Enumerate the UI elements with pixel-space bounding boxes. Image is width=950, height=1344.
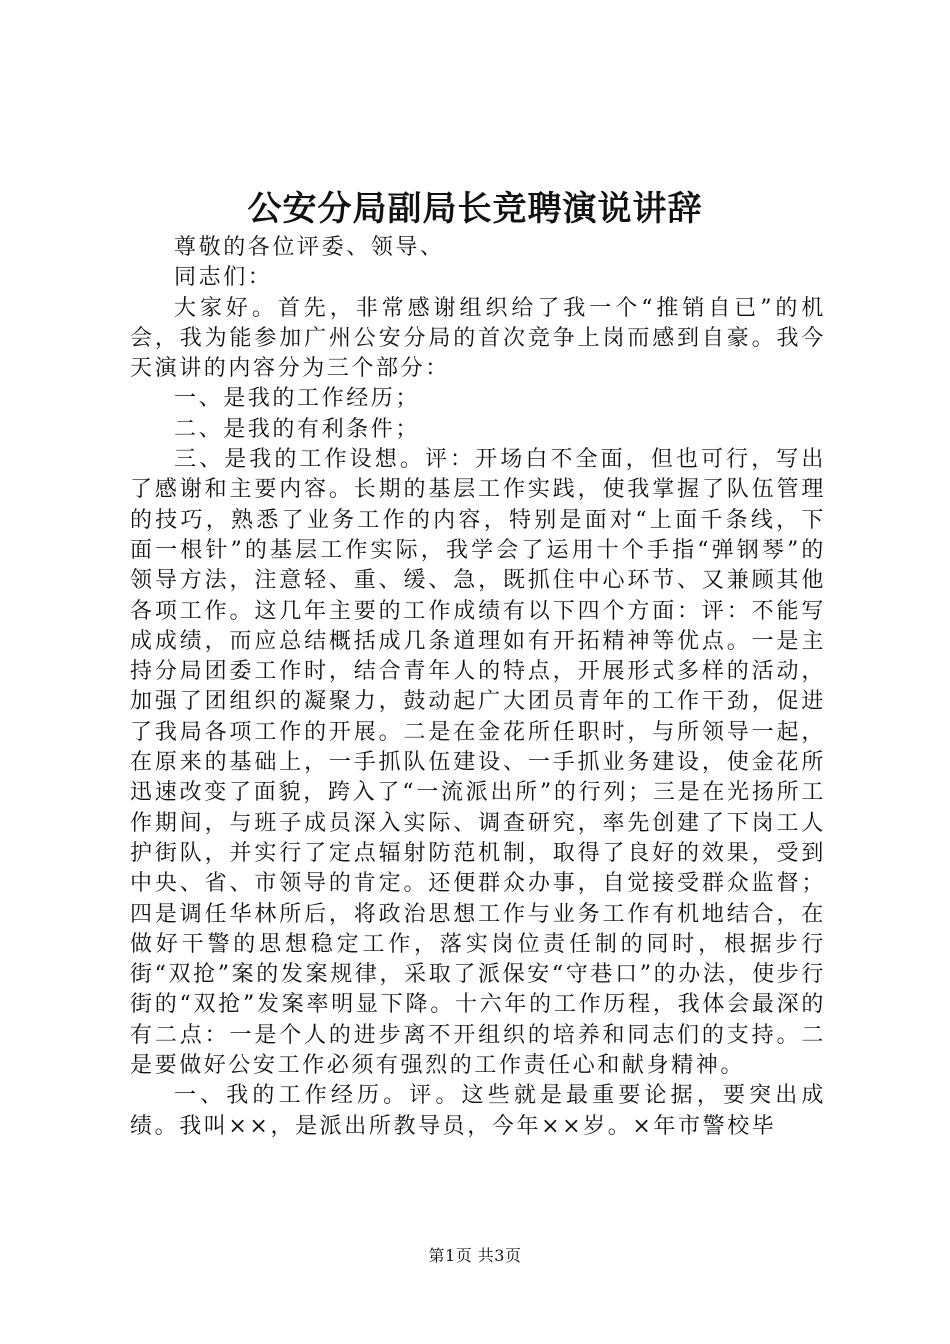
document-body: [130, 233, 826, 1142]
outline-item-3-paragraph: 三、是我的工作设想。评：开场白不全面，但也可行，写出了感谢和主要内容。长期的基层工作实践，使我掌握了队伍管理的技巧，熟悉了业务工作的内容，特别是面对“上面千条线，下面一根针”的基层工作实际，我学会了运用十个手指“弹钢琴”的领导方法，注意轻、重、缓、急，既抓住中心环节、又兼顾其他各项工作。这几年主要的工作成绩有以下四个方面：评：不能写成成绩，而应总结概括成几条道理如有开拓精神等优点。一是主持分局团委工作时，结合青年人的特点，开展形式多样的活动，加强了团组织的凝聚力，鼓动起广大团员青年的工作干劲，促进了我局各项工作的开展。二是在金花所任职时，与所领导一起，在原来的基础上，一手抓队伍建设、一手抓业务建设，使金花所迅速改变了面貌，跨入了“一流派出所”的行列；三是在光扬所工作期间，与班子成员深入实际、调查研究，率先创建了下岗工人护街队，并实行了定点辐射防范机制，取得了良好的效果，受到中央、省、市领导的肯定。还便群众办事，自觉接受群众监督；四是调任华林所后，将政治思想工作与业务工作有机地结合，在做好干警的思想稳定工作，落实岗位责任制的同时，根据步行街“双抢”案的发案规律，采取了派保安“守巷口”的办法，使步行街的“双抢”发案率明显下降。十六年的工作历程，我体会最深的有二点：一是个人的进步离不开组织的培养和同志们的支持。二是要做好公安工作必须有强烈的工作责任心和献身精神。: [130, 447, 826, 1079]
opening-paragraph: 大家好。首先，非常感谢组织给了我一个“推销自已”的机会，我为能参加广州公安分局的首次竞争上岗而感到自豪。我今天演讲的内容分为三个部分：: [130, 295, 826, 382]
salutation-line-1: 尊敬的各位评委、领导、: [174, 235, 445, 260]
outline-item-1: 一、是我的工作经历；: [174, 386, 421, 412]
work-experience-paragraph: 一、我的工作经历。评。这些就是最重要论据，要突出成绩。我叫××，是派出所教导员，今年××岁。×年市警校毕: [130, 1083, 826, 1139]
page-footer: 第1页 共3页: [428, 1246, 522, 1265]
outline-item-2: 二、是我的有利条件；: [174, 416, 421, 442]
document-title: 公安分局副局长竞聘演说讲辞: [247, 189, 703, 229]
salutation-line-2: 同志们：: [174, 265, 273, 291]
